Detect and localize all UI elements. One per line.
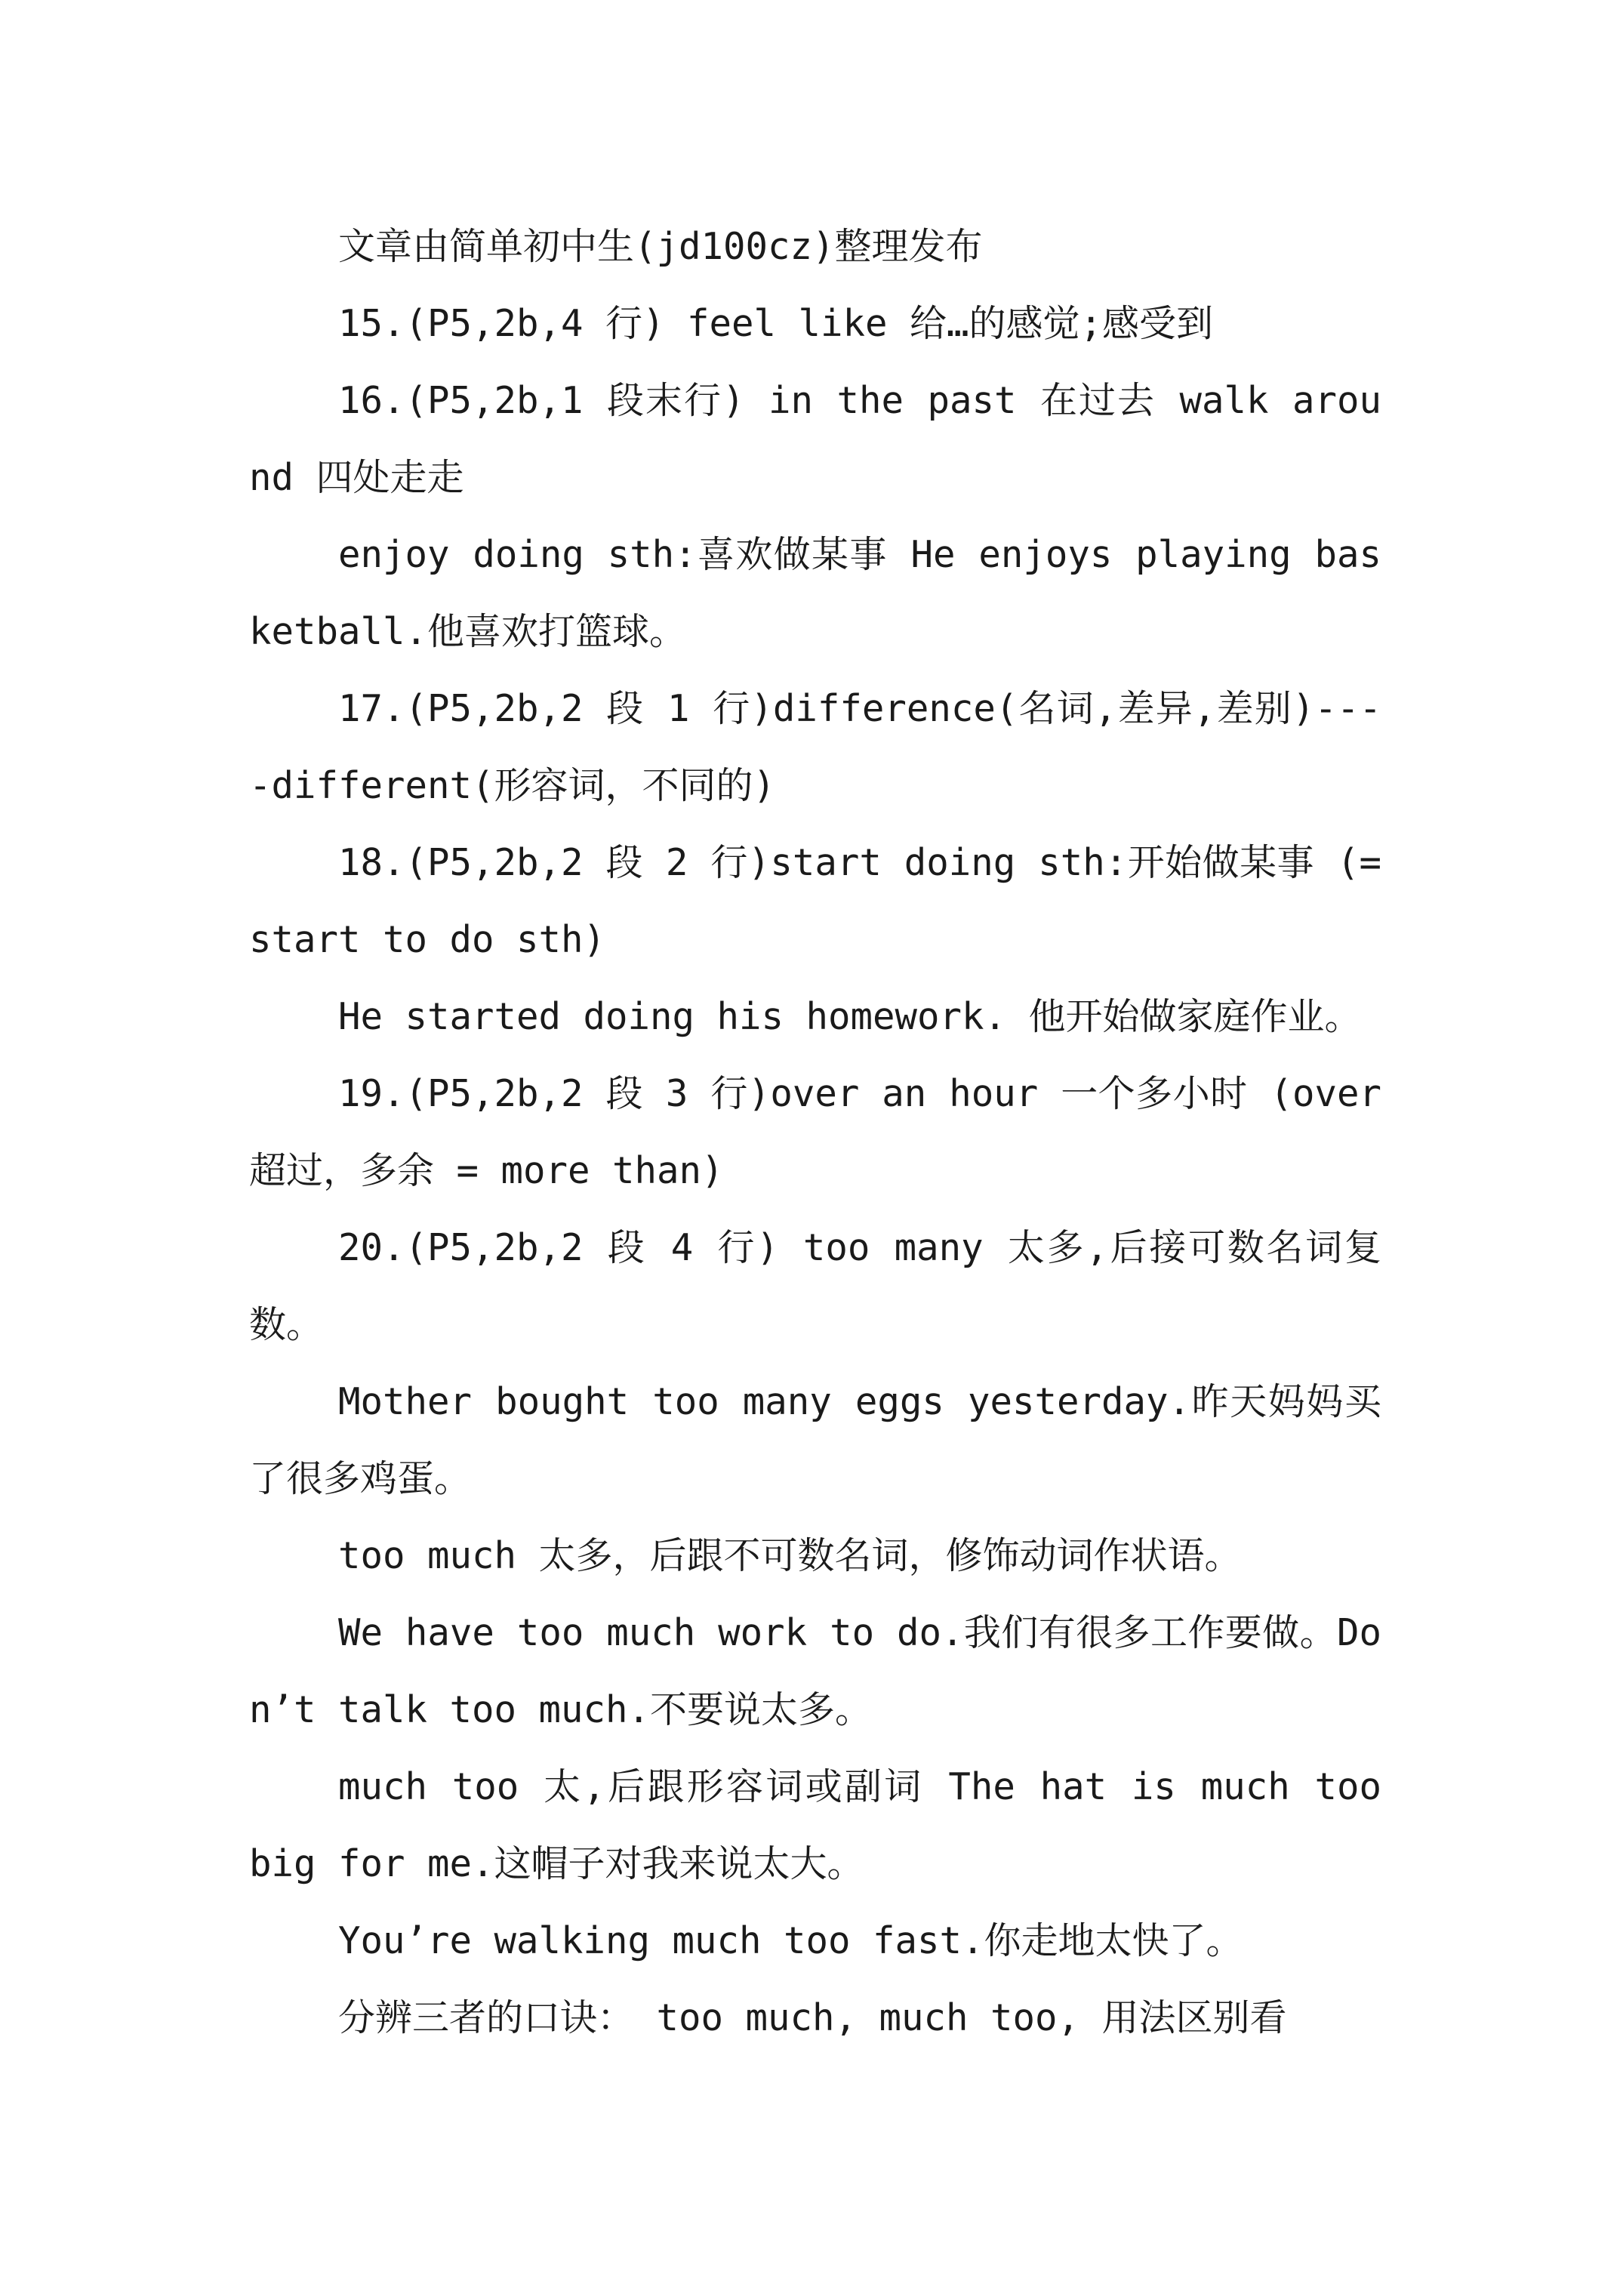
paragraph-mnemonic: 分辨三者的口诀： too much, much too, 用法区别看 <box>338 1996 1287 2039</box>
paragraph-too-much: too much 太多，后跟不可数名词，修饰动词作状语。 <box>338 1534 1242 1577</box>
paragraph-source-note: 文章由简单初中生(jd100cz)整理发布 <box>338 225 983 268</box>
paragraph-item-18: 18.(P5,2b,2 段 2 行)start doing sth:开始做某事 (= start to do sth) <box>249 841 1381 961</box>
paragraph-example-homework: He started doing his homework. 他开始做家庭作业。 <box>338 995 1362 1038</box>
paragraph-example-eggs: Mother bought too many eggs yesterday.昨天妈妈买了很多鸡蛋。 <box>249 1380 1381 1500</box>
paragraph-item-20: 20.(P5,2b,2 段 4 行) too many 太多,后接可数名词复数。 <box>249 1226 1381 1346</box>
document-body <box>249 208 1381 2057</box>
paragraph-item-17: 17.(P5,2b,2 段 1 行)difference(名词,差异,差别)----different(形容词，不同的) <box>249 687 1381 807</box>
paragraph-much-too: much too 太,后跟形容词或副词 The hat is much too big for me.这帽子对我来说太大。 <box>249 1765 1381 1885</box>
paragraph-item-15: 15.(P5,2b,4 行) feel like 给…的感觉;感受到 <box>338 302 1214 345</box>
paragraph-example-walking: You’re walking much too fast.你走地太快了。 <box>338 1919 1243 1962</box>
paragraph-item-16: 16.(P5,2b,1 段末行) in the past 在过去 walk around 四处走走 <box>249 379 1381 499</box>
paragraph-item-19: 19.(P5,2b,2 段 3 行)over an hour 一个多小时 (over 超过，多余 = more than) <box>249 1072 1381 1192</box>
paragraph-example-work: We have too much work to do.我们有很多工作要做。Don’t talk too much.不要说太多。 <box>249 1611 1381 1731</box>
paragraph-enjoy-doing: enjoy doing sth:喜欢做某事 He enjoys playing basketball.他喜欢打篮球。 <box>249 533 1381 653</box>
